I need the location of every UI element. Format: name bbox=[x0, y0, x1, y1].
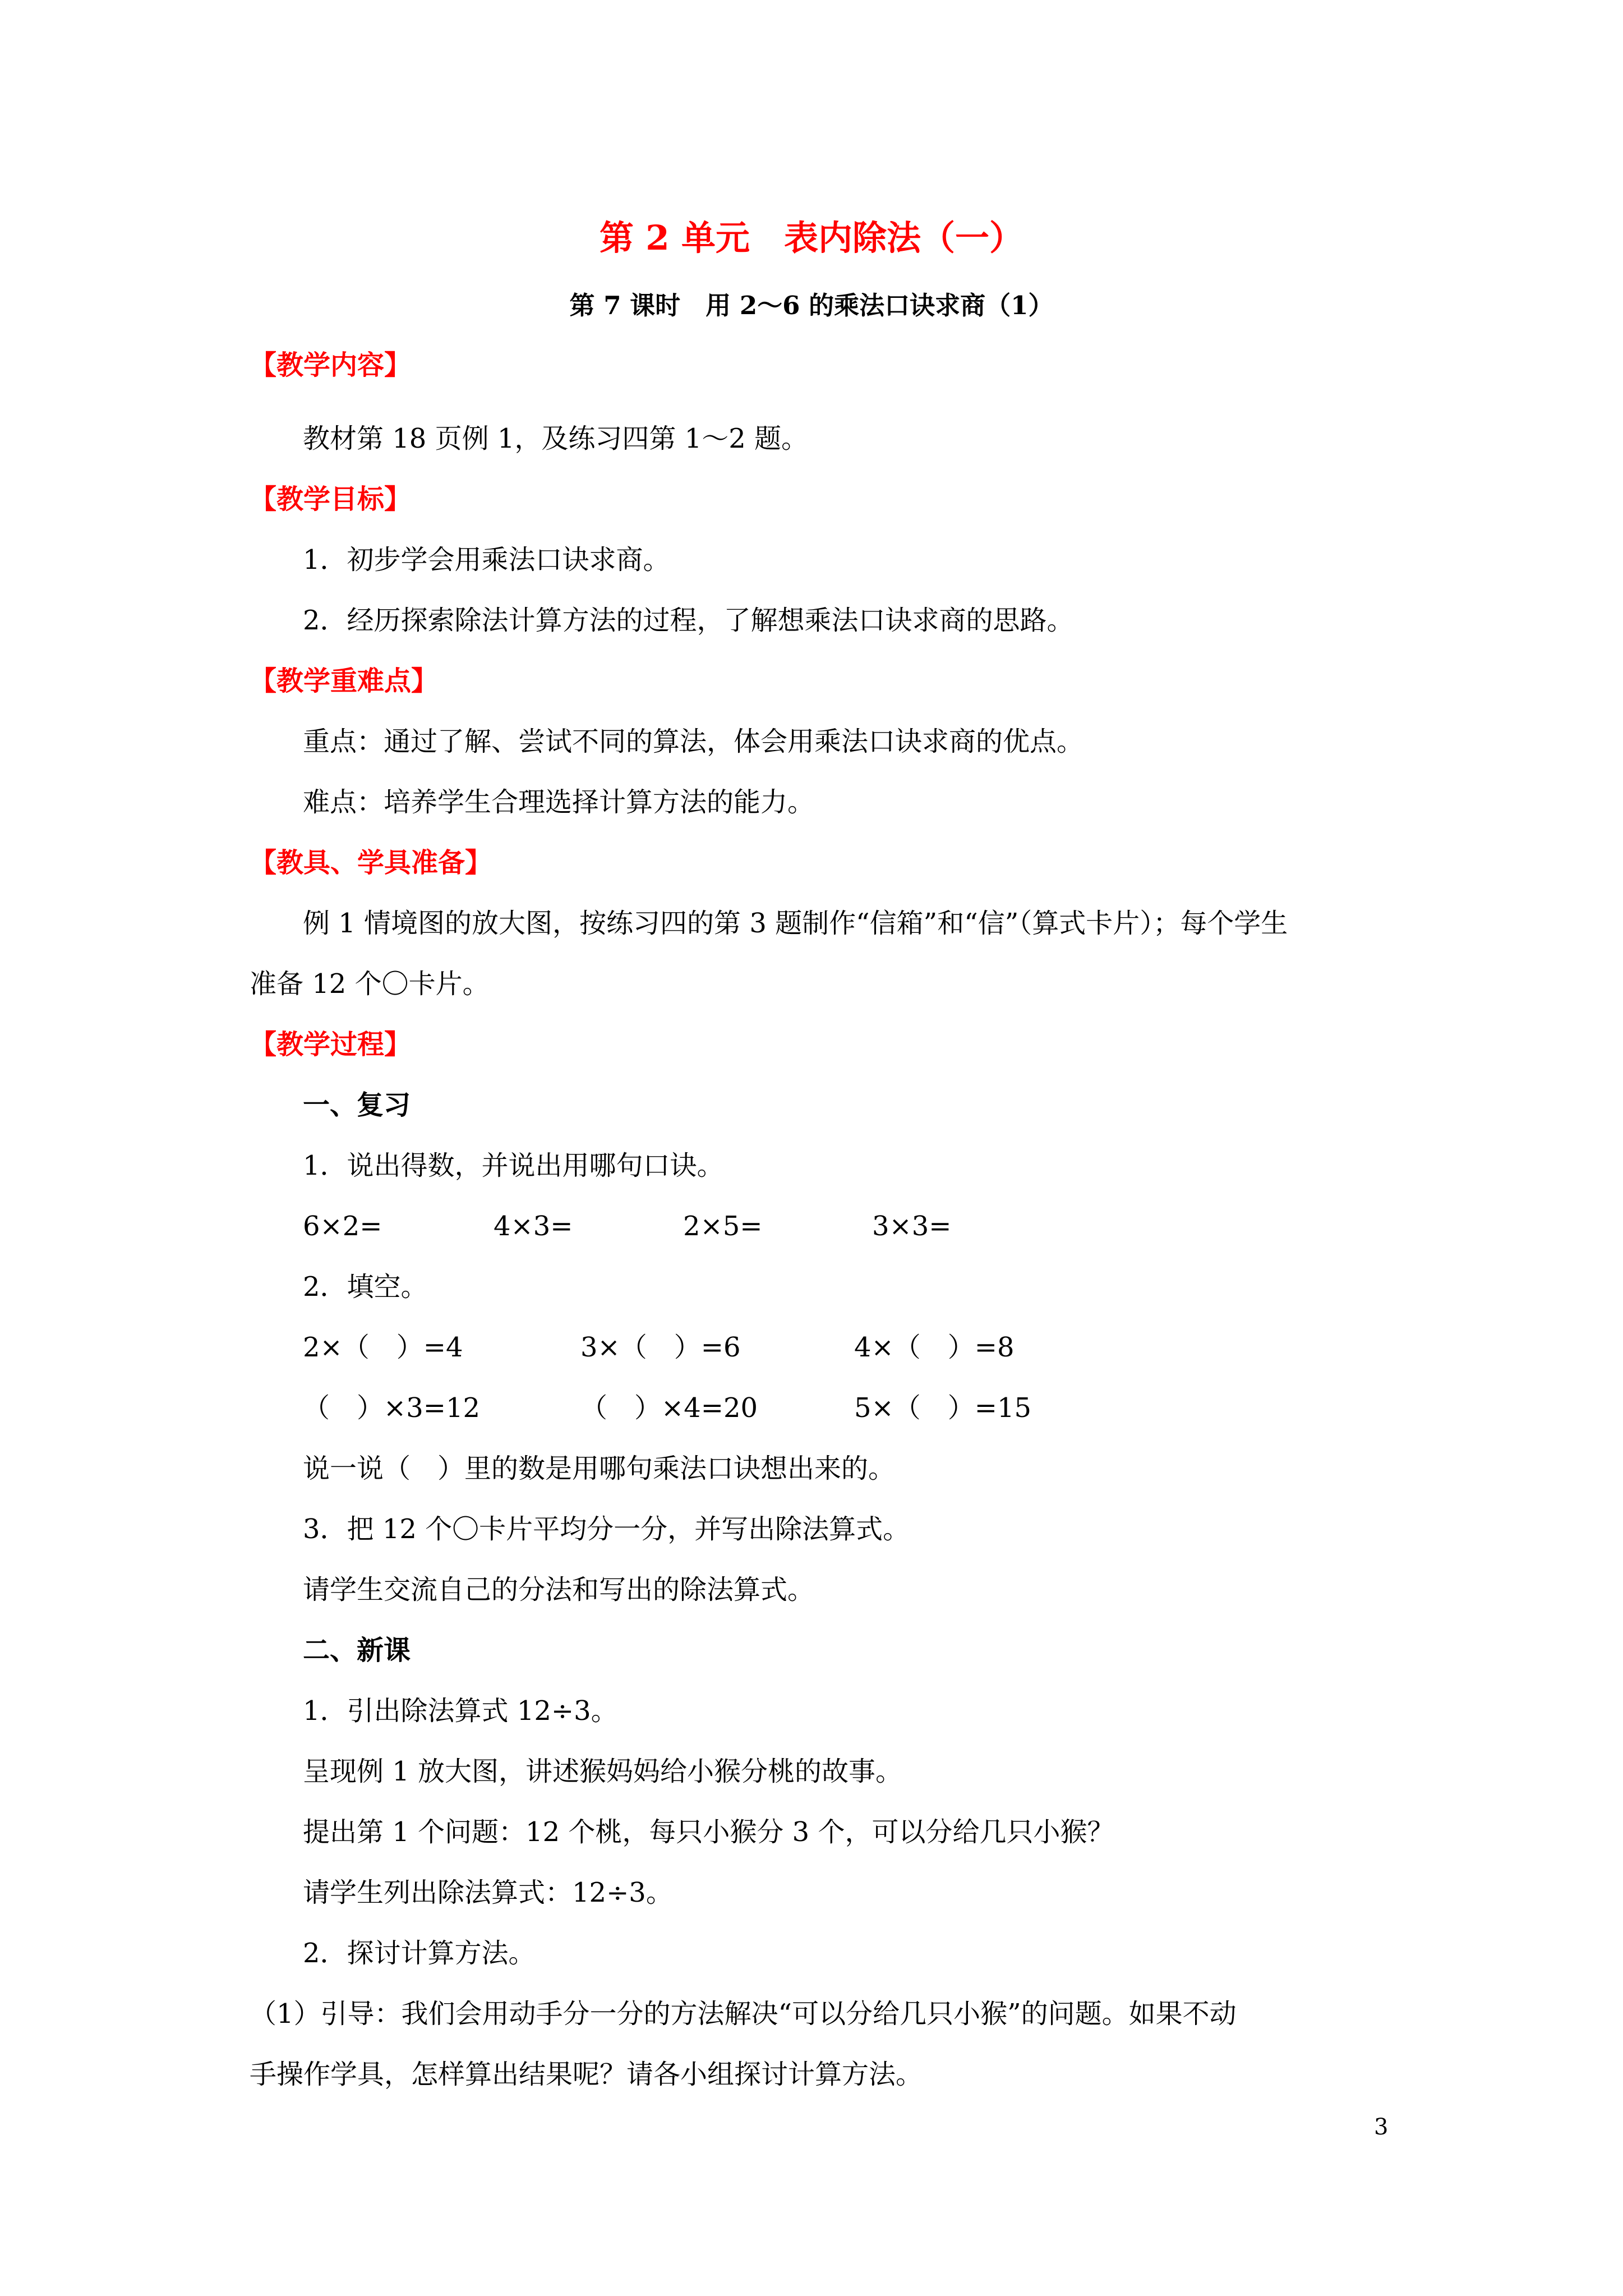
review-note: 请学生交流自己的分法和写出的除法算式。 bbox=[303, 1574, 815, 1605]
goals-heading: 【教学目标】 bbox=[250, 484, 412, 515]
fill-blank-expression: （ ）×3=12 bbox=[303, 1392, 481, 1424]
new-lesson-item: 2．探讨计算方法。 bbox=[303, 1938, 536, 1969]
new-lesson-line: （1）引导：我们会用动手分一分的方法解决“可以分给几只小猴”的问题。如果不动 bbox=[250, 1998, 1237, 2030]
fill-blank-expression: （ ）×4=20 bbox=[580, 1392, 758, 1424]
unit-title: 第 2 单元 表内除法（一） bbox=[600, 218, 1023, 258]
materials-line: 例 1 情境图的放大图，按练习四的第 3 题制作“信箱”和“信”（算式卡片）；每个学生 bbox=[303, 908, 1288, 939]
fill-blank-expression: 2×（ ）=4 bbox=[303, 1332, 463, 1363]
key-points-heading: 【教学重难点】 bbox=[250, 665, 439, 697]
materials-heading: 【教具、学具准备】 bbox=[250, 847, 492, 878]
new-lesson-line: 呈现例 1 放大图，讲述猴妈妈给小猴分桃的故事。 bbox=[303, 1756, 903, 1787]
expression: 4×3= bbox=[494, 1211, 573, 1242]
expression: 3×3= bbox=[872, 1211, 952, 1242]
new-lesson-line: 请学生列出除法算式：12÷3。 bbox=[303, 1877, 673, 1908]
page-number: 3 bbox=[1374, 2114, 1389, 2140]
review-item: 3．把 12 个〇卡片平均分一分，并写出除法算式。 bbox=[303, 1513, 910, 1545]
review-item: 1．说出得数，并说出用哪句口诀。 bbox=[303, 1150, 724, 1181]
new-lesson-item: 1．引出除法算式 12÷3。 bbox=[303, 1695, 618, 1727]
content-text: 教材第 18 页例 1，及练习四第 1～2 题。 bbox=[303, 423, 808, 454]
fill-blank-expression: 5×（ ）=15 bbox=[854, 1392, 1032, 1424]
key-point: 重点：通过了解、尝试不同的算法，体会用乘法口诀求商的优点。 bbox=[303, 726, 1084, 757]
review-title: 一、复习 bbox=[303, 1089, 411, 1121]
expression: 2×5= bbox=[683, 1211, 763, 1242]
expression: 6×2= bbox=[303, 1211, 382, 1242]
process-heading: 【教学过程】 bbox=[250, 1029, 412, 1060]
goal-item: 2．经历探索除法计算方法的过程，了解想乘法口诀求商的思路。 bbox=[303, 605, 1074, 636]
review-item: 2．填空。 bbox=[303, 1271, 428, 1303]
difficult-point: 难点：培养学生合理选择计算方法的能力。 bbox=[303, 786, 815, 818]
materials-line: 准备 12 个〇卡片。 bbox=[250, 968, 490, 1000]
new-lesson-title: 二、新课 bbox=[303, 1635, 411, 1666]
goal-item: 1．初步学会用乘法口诀求商。 bbox=[303, 544, 670, 576]
review-note: 说一说（ ）里的数是用哪句乘法口诀想出来的。 bbox=[303, 1453, 896, 1484]
new-lesson-line: 手操作学具，怎样算出结果呢？请各小组探讨计算方法。 bbox=[250, 2059, 923, 2090]
content-heading: 【教学内容】 bbox=[250, 349, 412, 381]
new-lesson-line: 提出第 1 个问题：12 个桃，每只小猴分 3 个，可以分给几只小猴？ bbox=[303, 1816, 1114, 1848]
fill-blank-expression: 4×（ ）=8 bbox=[854, 1332, 1015, 1363]
lesson-title: 第 7 课时 用 2～6 的乘法口诀求商（1） bbox=[569, 291, 1054, 320]
fill-blank-expression: 3×（ ）=6 bbox=[580, 1332, 741, 1363]
